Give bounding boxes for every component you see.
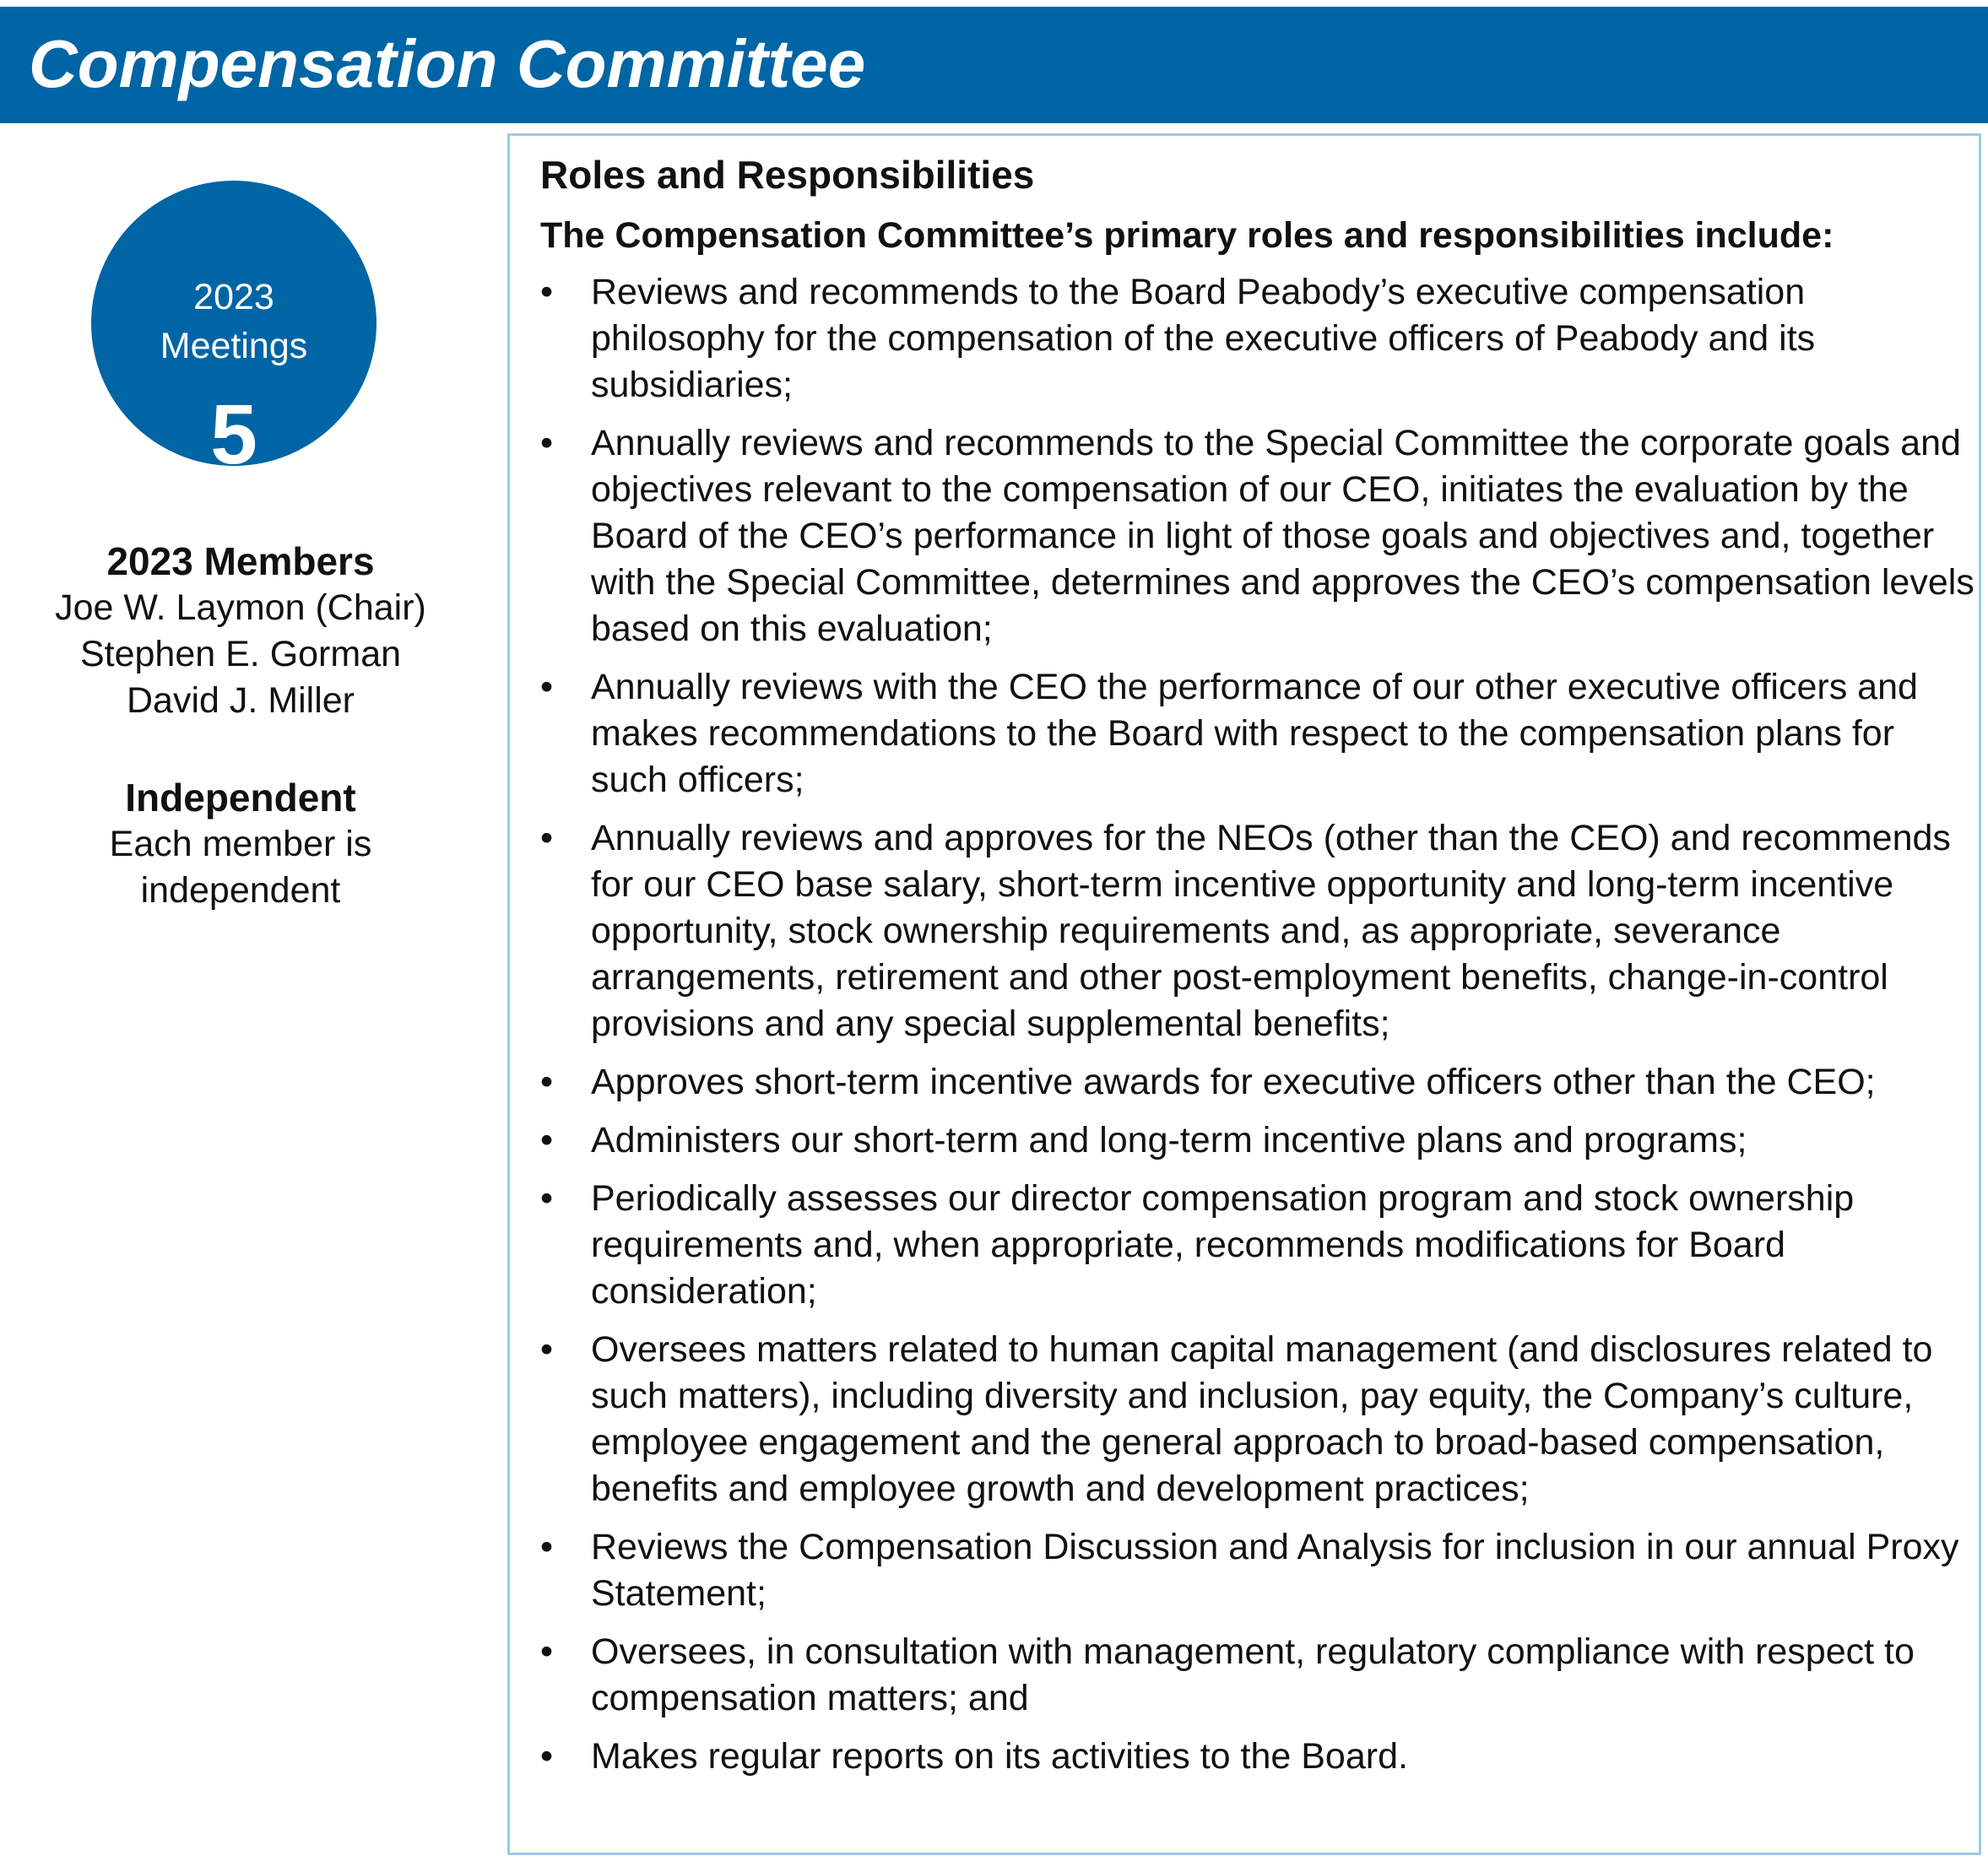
list-item bbox=[540, 420, 1975, 652]
list-item-text: Makes regular reports on its activities to the Board. bbox=[591, 1736, 1408, 1777]
list-item bbox=[540, 1059, 1975, 1106]
members-section bbox=[0, 538, 481, 724]
page-title: Compensation Committee bbox=[29, 26, 866, 101]
list-item-text: Administers our short-term and long-term incentive plans and programs; bbox=[591, 1120, 1747, 1160]
bullet-icon: • bbox=[540, 1736, 554, 1777]
list-item bbox=[540, 1176, 1975, 1315]
list-item bbox=[540, 1117, 1975, 1164]
roles-panel bbox=[507, 133, 1981, 1855]
bullet-icon: • bbox=[540, 1631, 554, 1672]
roles-title: Roles and Responsibilities bbox=[540, 153, 1035, 197]
meetings-count: 5 bbox=[210, 387, 257, 482]
bullet-icon: • bbox=[540, 667, 554, 707]
list-item-text: Annually reviews and approves for the NEOs (other than the CEO) and recommends for our CEO base salary, short-term incentive opportunity and long-term incentive opportunity, stock ownership requirements and, as appropriate, severance arrangements, retirement and other post-employment benefits, change-in-control provisions and any special supplemental benefits; bbox=[591, 818, 1951, 1044]
list-item bbox=[540, 1734, 1975, 1780]
member-name: David J. Miller bbox=[127, 680, 355, 721]
meetings-year: 2023 bbox=[193, 277, 274, 317]
list-item bbox=[540, 664, 1975, 803]
roles-list bbox=[540, 269, 1975, 1792]
list-item bbox=[540, 1629, 1975, 1722]
bullet-icon: • bbox=[540, 818, 554, 858]
bullet-icon: • bbox=[540, 1329, 554, 1370]
list-item bbox=[540, 1524, 1975, 1617]
list-item-text: Oversees matters related to human capital management (and disclosures related to such matters), including diversity and inclusion, pay equity, the Company’s culture, employee engagement and the general approach to broad-based compensation, benefits and employee growth and development practices; bbox=[591, 1329, 1933, 1509]
bullet-icon: • bbox=[540, 272, 554, 312]
list-item bbox=[540, 815, 1975, 1047]
meetings-badge bbox=[91, 181, 376, 482]
list-item-text: Reviews the Compensation Discussion and Analysis for inclusion in our annual Proxy Statement; bbox=[591, 1527, 1959, 1614]
header-bar bbox=[0, 7, 1988, 123]
list-item bbox=[540, 1327, 1975, 1512]
bullet-icon: • bbox=[540, 423, 554, 463]
list-item-text: Periodically assesses our director compensation program and stock ownership requirements and, when appropriate, recommends modifications for Board consideration; bbox=[591, 1178, 1855, 1312]
bullet-icon: • bbox=[540, 1120, 554, 1160]
bullet-icon: • bbox=[540, 1527, 554, 1567]
bullet-icon: • bbox=[540, 1178, 554, 1219]
member-name: Stephen E. Gorman bbox=[79, 634, 402, 674]
meetings-label: Meetings bbox=[160, 326, 308, 366]
members-heading: 2023 Members bbox=[106, 539, 375, 583]
member-name: Joe W. Laymon (Chair) bbox=[55, 587, 426, 628]
list-item-text: Annually reviews with the CEO the performance of our other executive officers and makes recommendations to the Board with respect to the compensation plans for such officers; bbox=[591, 667, 1918, 800]
bullet-icon: • bbox=[540, 1062, 554, 1102]
independence-section bbox=[0, 775, 481, 914]
committee-summary-panel bbox=[0, 135, 481, 979]
list-item-text: Approves short-term incentive awards for executive officers other than the CEO; bbox=[591, 1062, 1876, 1102]
roles-intro: The Compensation Committee’s primary roles and responsibilities include: bbox=[540, 215, 1834, 256]
independence-heading: Independent bbox=[125, 776, 356, 820]
list-item-text: Annually reviews and recommends to the Special Committee the corporate goals and objectives relevant to the compensation of our CEO, initiates the evaluation by the Board of the CEO’s performance in light of those goals and objectives and, together with the Special Committee, determines and approves the CEO’s compensation levels based on this evaluation; bbox=[591, 423, 1974, 649]
list-item-text: Reviews and recommends to the Board Peabody’s executive compensation philosophy for the compensation of the executive officers of Peabody and its subsidiaries; bbox=[591, 272, 1816, 405]
independence-text: Each member is independent bbox=[109, 824, 372, 911]
list-item-text: Oversees, in consultation with management, regulatory compliance with respect to compensation matters; and bbox=[591, 1631, 1915, 1718]
list-item bbox=[540, 269, 1975, 408]
